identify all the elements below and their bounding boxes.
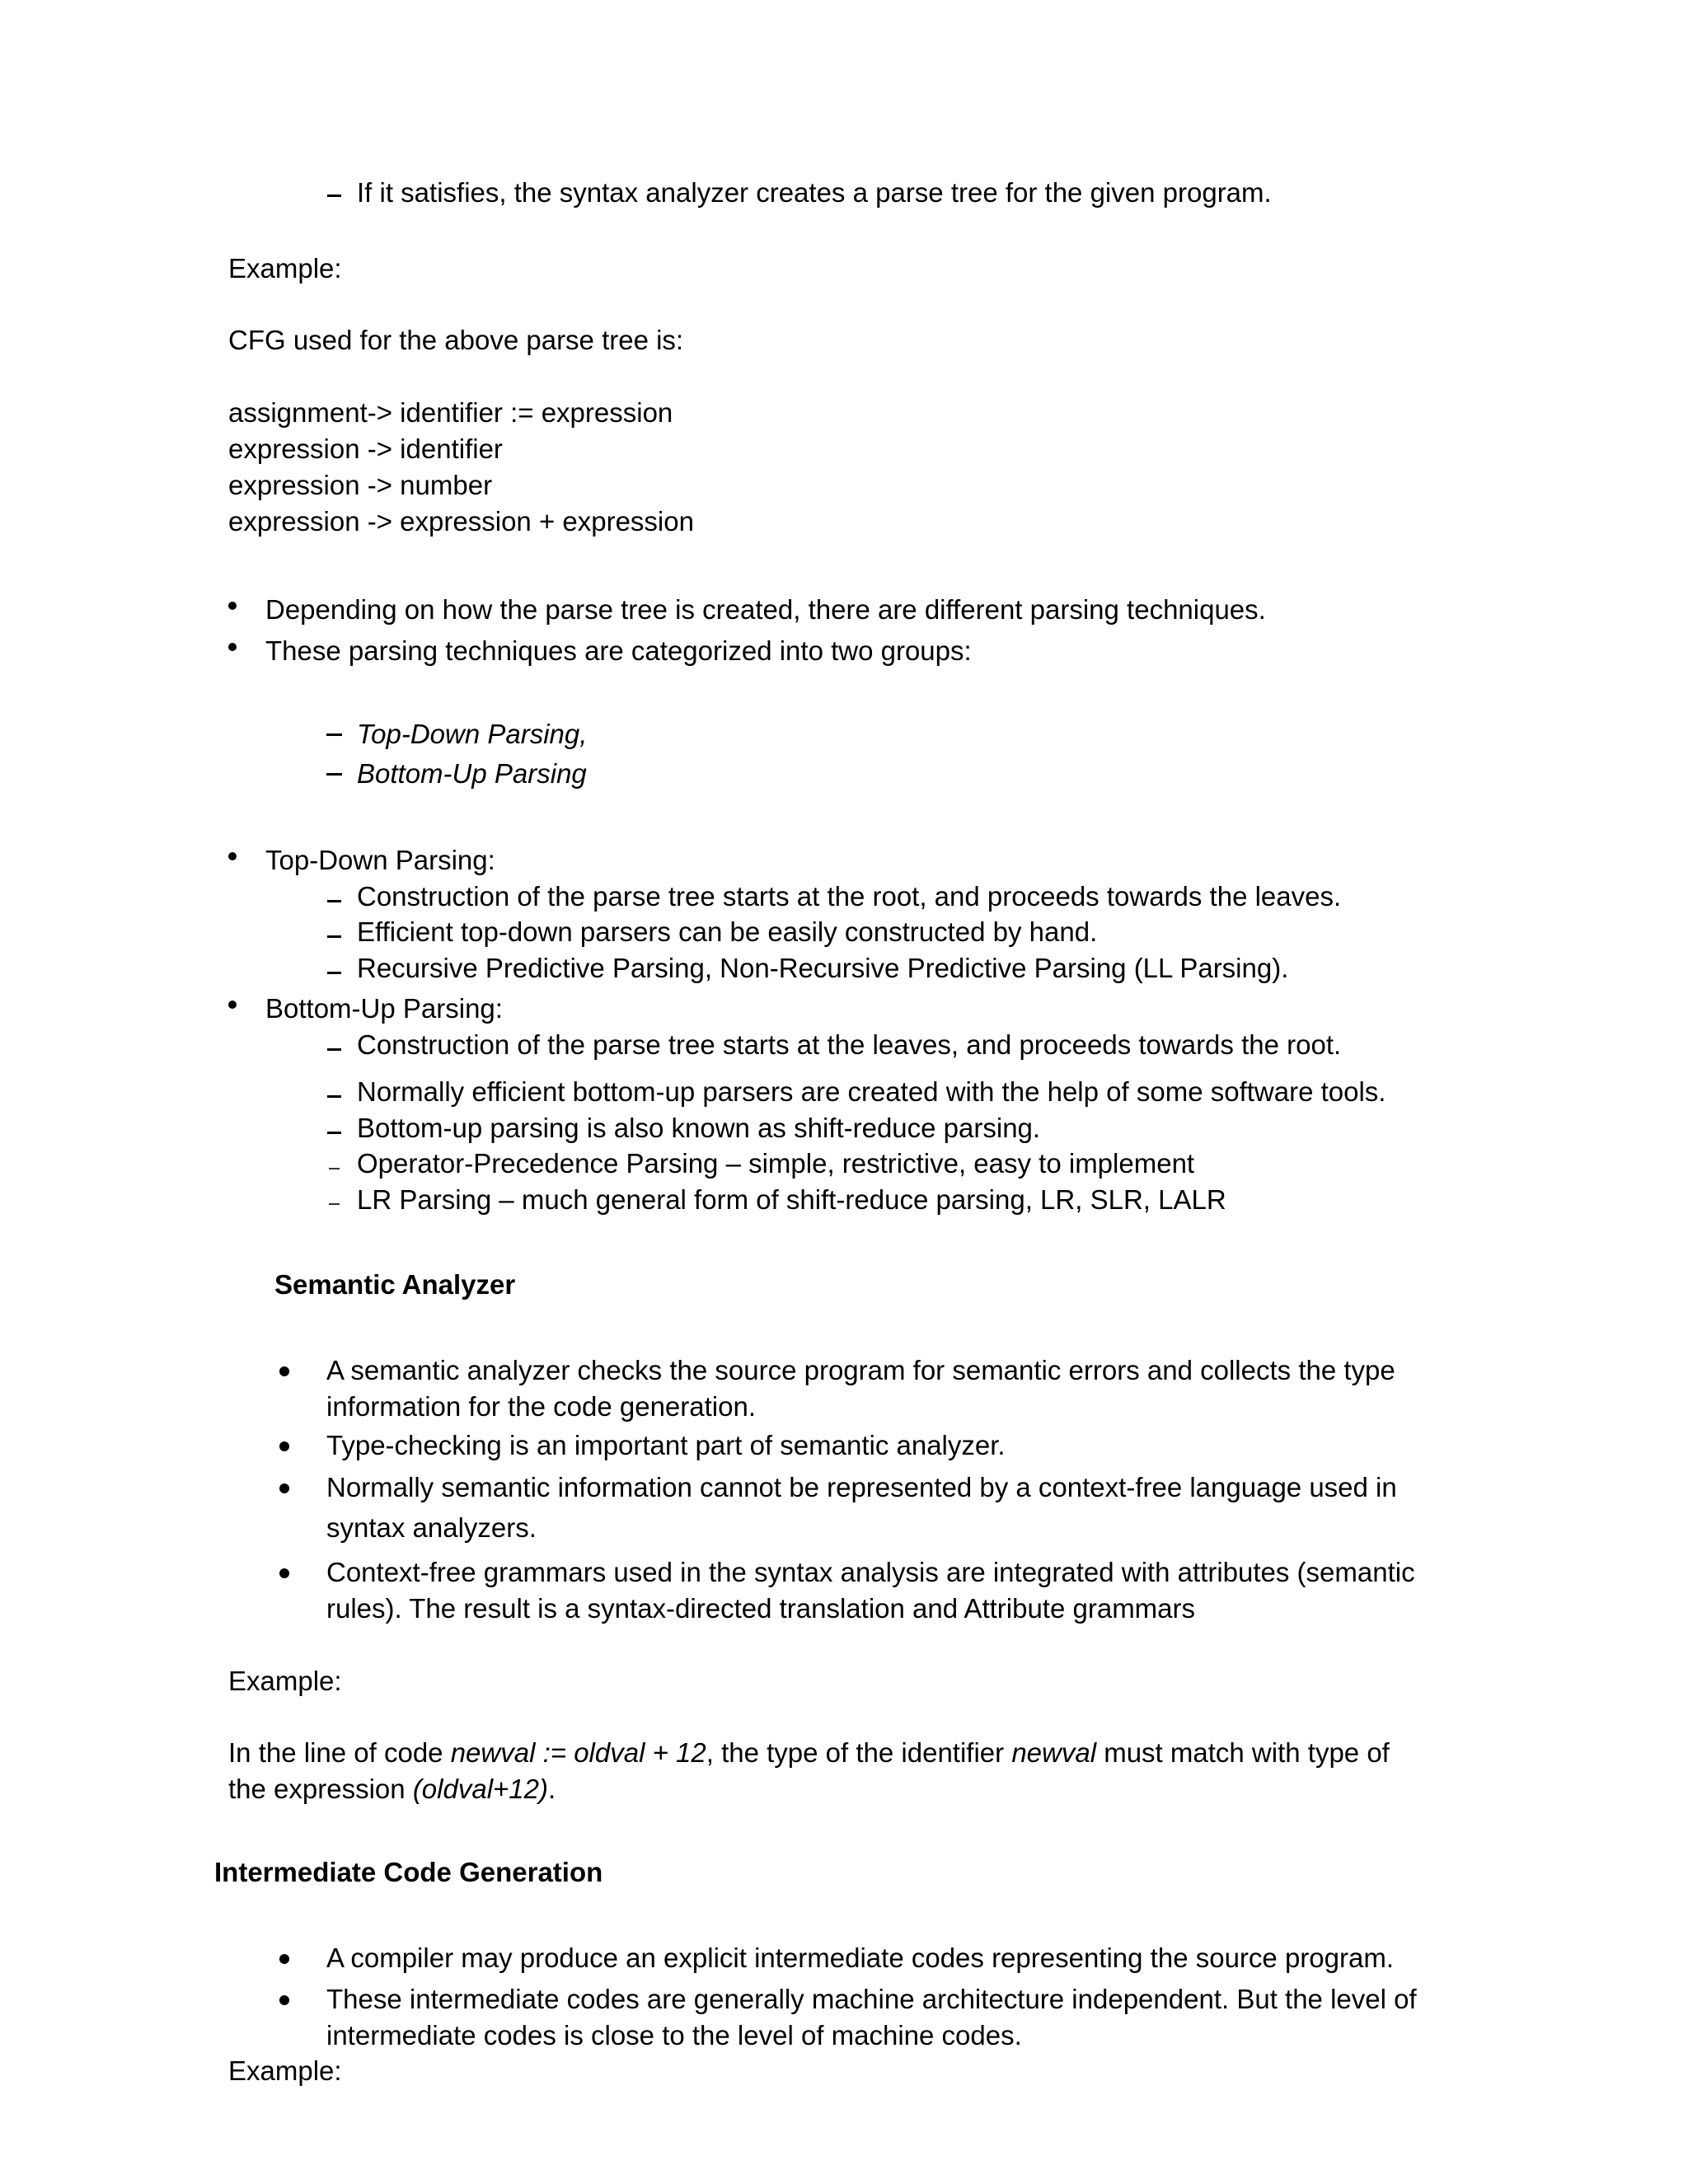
text-run: must match with type of [1096, 1737, 1390, 1768]
dash-marker [326, 773, 342, 776]
bullet-marker [228, 1001, 237, 1009]
bullet-marker [228, 643, 237, 651]
text-run: . [548, 1774, 556, 1804]
semantic-item: Normally semantic information cannot be represented by a context-free language used in [326, 1472, 1397, 1502]
bullet-marker [279, 1366, 289, 1376]
section-heading-icg: Intermediate Code Generation [214, 1857, 603, 1887]
cfg-rule: expression -> identifier [228, 434, 503, 464]
group-item: Top-Down Parsing, [357, 719, 588, 749]
semantic-item: Context-free grammars used in the syntax analysis are integrated with attributes (semantic [326, 1557, 1415, 1587]
cfg-heading: CFG used for the above parse tree is: [228, 325, 684, 355]
topdown-item: Recursive Predictive Parsing, Non-Recursive Predictive Parsing (LL Parsing). [357, 953, 1289, 983]
bullet-marker [279, 1483, 289, 1493]
dash-marker [326, 733, 342, 736]
code-paragraph [228, 1736, 1390, 1769]
dash-marker [327, 900, 341, 902]
bottomup-item: Normally efficient bottom-up parsers are created with the help of some software tools. [357, 1076, 1386, 1107]
semantic-item: A semantic analyzer checks the source program for semantic errors and collects the type [326, 1355, 1395, 1385]
bottomup-label: Bottom-Up Parsing: [265, 993, 503, 1024]
cfg-rule: assignment-> identifier := expression [228, 397, 673, 428]
topdown-item: Efficient top-down parsers can be easily constructed by hand. [357, 916, 1098, 947]
bullet-marker [228, 852, 237, 860]
code-snippet: (oldval+12) [412, 1774, 548, 1804]
icg-item: These intermediate codes are generally machine architecture independent. But the level of [326, 1984, 1417, 2014]
semantic-item: Type-checking is an important part of semantic analyzer. [326, 1430, 1006, 1460]
example-label: Example: [228, 253, 342, 284]
dash-marker [327, 972, 341, 974]
example-label: Example: [228, 1666, 342, 1696]
semantic-item: information for the code generation. [326, 1391, 756, 1422]
dash-marker [327, 935, 341, 938]
bullet-marker [279, 1995, 289, 2005]
dash-marker [327, 194, 341, 197]
dash-marker [327, 1048, 341, 1051]
bullet-text: Depending on how the parse tree is created, there are different parsing techniques. [265, 594, 1266, 625]
cfg-rule: expression -> expression + expression [228, 506, 694, 537]
bottomup-item: Construction of the parse tree starts at the leaves, and proceeds towards the root. [357, 1029, 1342, 1060]
text-run: the expression [228, 1774, 413, 1804]
bullet-marker [279, 1568, 289, 1578]
bullet-marker [228, 602, 237, 610]
bottomup-item: Bottom-up parsing is also known as shift-reduce parsing. [357, 1113, 1041, 1143]
topdown-item: Construction of the parse tree starts at the root, and proceeds towards the leaves. [357, 881, 1342, 912]
bottomup-item: LR Parsing – much general form of shift-reduce parsing, LR, SLR, LALR [357, 1184, 1226, 1215]
dash-marker [329, 1168, 340, 1169]
bullet-marker [279, 1441, 289, 1451]
cfg-rule: expression -> number [228, 470, 493, 500]
code-snippet: newval := oldval + 12 [450, 1737, 706, 1768]
example-label: Example: [228, 2055, 342, 2086]
intro-dash-text: If it satisfies, the syntax analyzer creates a parse tree for the given program. [357, 177, 1272, 208]
bottomup-item: Operator-Precedence Parsing – simple, restrictive, easy to implement [357, 1148, 1195, 1179]
dash-marker [327, 1132, 341, 1134]
section-heading-semantic: Semantic Analyzer [274, 1269, 516, 1300]
semantic-item: syntax analyzers. [326, 1512, 537, 1543]
code-snippet: newval [1011, 1737, 1097, 1768]
bullet-text: These parsing techniques are categorized into two groups: [265, 635, 972, 666]
text-run: In the line of code [228, 1737, 451, 1768]
icg-item: intermediate codes is close to the level of machine codes. [326, 2020, 1022, 2050]
icg-item: A compiler may produce an explicit intermediate codes representing the source program. [326, 1943, 1394, 1973]
semantic-item: rules). The result is a syntax-directed translation and Attribute grammars [326, 1593, 1196, 1624]
bullet-marker [279, 1954, 289, 1964]
topdown-label: Top-Down Parsing: [265, 845, 495, 875]
code-paragraph [228, 1773, 556, 1806]
dash-marker [329, 1203, 340, 1205]
dash-marker [327, 1095, 341, 1098]
group-item: Bottom-Up Parsing [357, 758, 587, 789]
text-run: , the type of the identifier [706, 1737, 1012, 1768]
